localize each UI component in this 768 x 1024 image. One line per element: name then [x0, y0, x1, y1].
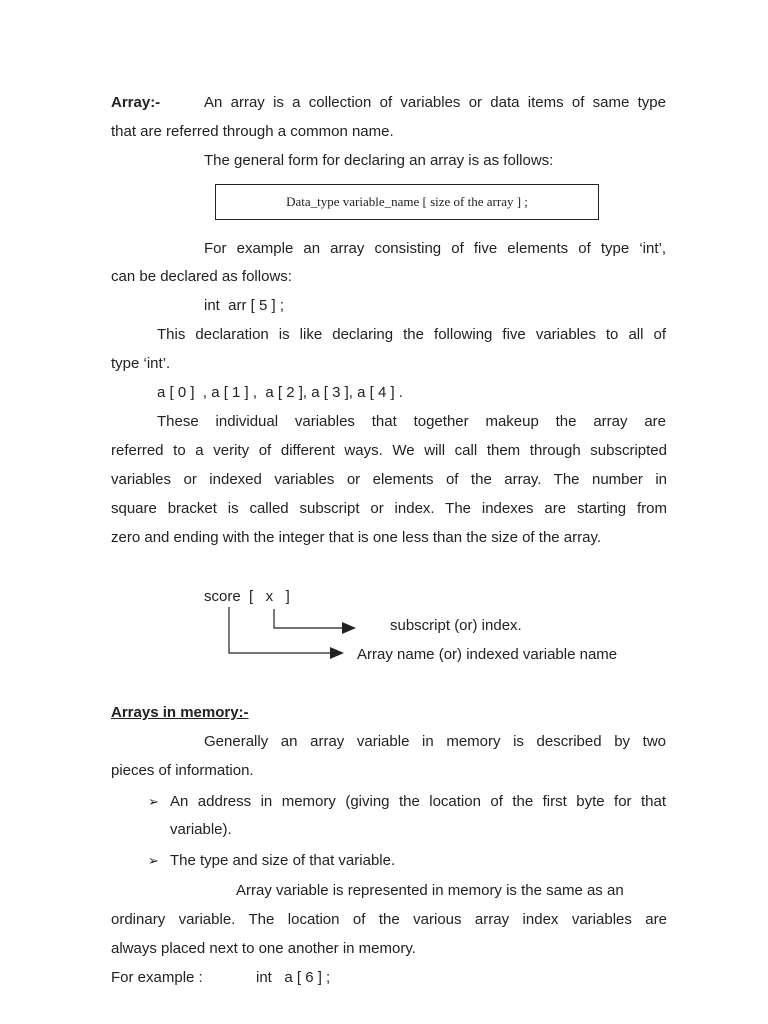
bullet-arrow-icon: ➢: [148, 794, 159, 809]
paragraph-line5: zero and ending with the integer that is one less than the size of the array.: [111, 529, 602, 546]
array-name-connector: [229, 607, 332, 653]
paragraph-line4: square bracket is called subscript or index. The indexes are starting from: [111, 500, 667, 517]
memory-para-line2: ordinary variable. The location of the various array index variables are: [111, 911, 667, 928]
array-name-arrowhead: [330, 647, 344, 659]
diagram-expression: score [ x ]: [204, 588, 290, 605]
array-definition-line1: An array is a collection of variables or data items of same type: [204, 94, 666, 111]
general-form-text: The general form for declaring an array is as follows:: [204, 152, 554, 169]
variables-list: a [ 0 ] , a [ 1 ] , a [ 2 ], a [ 3 ], a [ 4 ] .: [157, 384, 403, 401]
declaration-line2: type ‘int’.: [111, 355, 171, 372]
memory-intro-line2: pieces of information.: [111, 762, 254, 779]
memory-para-line1: Array variable is represented in memory is the same as an: [236, 882, 624, 899]
array-definition-line2: that are referred through a common name.: [111, 123, 394, 140]
bullet-arrow-icon: ➢: [148, 853, 159, 868]
example-line2: can be declared as follows:: [111, 268, 292, 285]
array-name-label: Array name (or) indexed variable name: [357, 646, 618, 663]
memory-para-line3: always placed next to one another in memory.: [111, 940, 416, 957]
memory-intro-line1: Generally an array variable in memory is described by two: [204, 733, 666, 750]
arrays-in-memory-heading: Arrays in memory:-: [111, 704, 249, 721]
paragraph-line2: referred to a verity of different ways. We will call them through subscripted: [111, 442, 667, 459]
example-code: int a [ 6 ] ;: [256, 969, 331, 986]
declaration-line1: This declaration is like declaring the following five variables to all of: [157, 326, 666, 343]
subscript-arrowhead: [342, 622, 356, 634]
bullet1-line2: variable).: [170, 821, 232, 838]
bullet2-line1: The type and size of that variable.: [170, 852, 396, 869]
code-example: int arr [ 5 ] ;: [204, 297, 285, 314]
array-heading: Array:-: [111, 94, 161, 111]
for-example-label: For example :: [111, 969, 203, 986]
subscript-label: subscript (or) index.: [390, 617, 522, 634]
example-line1: For example an array consisting of five elements of type ‘int’,: [204, 240, 666, 257]
paragraph-line3: variables or indexed variables or elements of the array. The number in: [111, 471, 667, 488]
syntax-text: Data_type variable_name [ size of the array ] ;: [286, 194, 528, 209]
bullet1-line1: An address in memory (giving the location of the first byte for that: [170, 793, 666, 810]
paragraph-line1: These individual variables that together makeup the array are: [157, 413, 666, 430]
subscript-connector: [274, 609, 344, 628]
